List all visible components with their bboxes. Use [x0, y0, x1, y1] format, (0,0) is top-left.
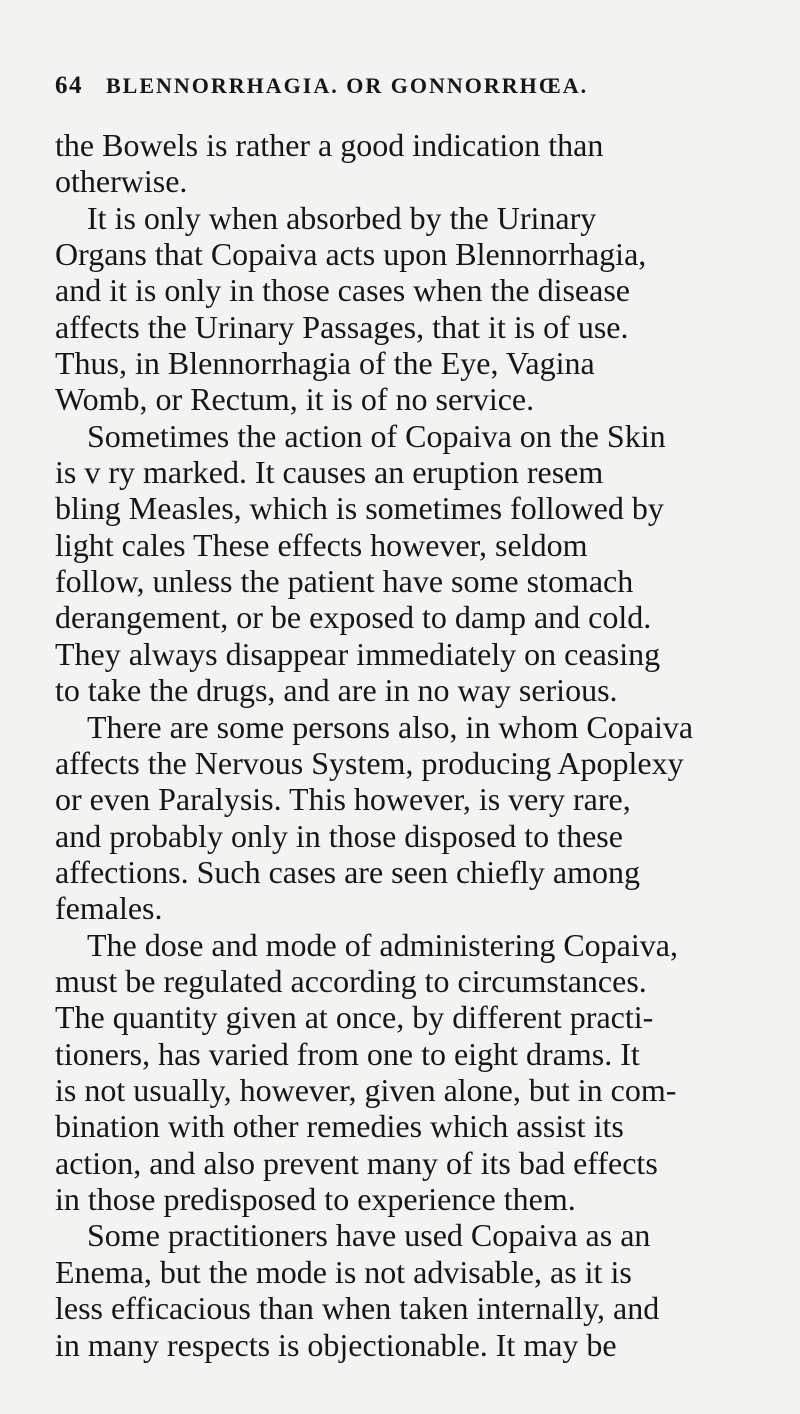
text-line: bination with other remedies which assist its	[55, 1108, 624, 1144]
text-line: Organs that Copaiva acts upon Blennorrhagia,	[55, 236, 647, 272]
text-line: is v ry marked. It causes an eruption resem	[55, 454, 604, 490]
text-line: less efficacious than when taken internally, and	[55, 1290, 660, 1326]
text-line: They always disappear immediately on ceasing	[55, 636, 661, 672]
text-line: light cales These effects however, seldom	[55, 527, 588, 563]
text-line: There are some persons also, in whom Copaiva	[87, 709, 694, 745]
text-line: in many respects is objectionable. It may be	[55, 1327, 617, 1363]
text-line: derangement, or be exposed to damp and cold.	[55, 599, 652, 635]
text-line: affects the Nervous System, producing Apoplexy	[55, 745, 684, 781]
text-line: affects the Urinary Passages, that it is of use.	[55, 309, 629, 345]
text-line: and probably only in those disposed to these	[55, 818, 623, 854]
text-line: affections. Such cases are seen chiefly among	[55, 854, 640, 890]
text-line: is not usually, however, given alone, but in com-	[55, 1072, 677, 1108]
running-title: BLENNORRHAGIA. OR GONNORRHŒA.	[106, 73, 589, 98]
text-line: and it is only in those cases when the disease	[55, 272, 630, 308]
text-line: tioners, has varied from one to eight drams. It	[55, 1036, 640, 1072]
text-line: Thus, in Blennorrhagia of the Eye, Vagina	[55, 345, 595, 381]
text-line: The quantity given at once, by different practi-	[55, 999, 654, 1035]
text-line: bling Measles, which is sometimes followed by	[55, 490, 664, 526]
text-line: to take the drugs, and are in no way serious.	[55, 672, 618, 708]
text-line: The dose and mode of administering Copaiva,	[87, 927, 678, 963]
text-line: It is only when absorbed by the Urinary	[87, 200, 597, 236]
page-number: 64	[55, 72, 83, 99]
text-line: Some practitioners have used Copaiva as an	[87, 1217, 651, 1253]
text-line: otherwise.	[55, 163, 188, 199]
running-header	[55, 72, 755, 112]
text-line: or even Paralysis. This however, is very rare,	[55, 781, 631, 817]
text-line: action, and also prevent many of its bad effects	[55, 1145, 658, 1181]
text-line: must be regulated according to circumstances.	[55, 963, 647, 999]
text-line: Womb, or Rectum, it is of no service.	[55, 381, 535, 417]
text-line: females.	[55, 890, 163, 926]
text-line: Enema, but the mode is not advisable, as it is	[55, 1254, 632, 1290]
text-line: Sometimes the action of Copaiva on the Skin	[87, 418, 666, 454]
text-line: the Bowels is rather a good indication than	[55, 127, 604, 163]
text-line: follow, unless the patient have some stomach	[55, 563, 634, 599]
text-line: in those predisposed to experience them.	[55, 1181, 576, 1217]
